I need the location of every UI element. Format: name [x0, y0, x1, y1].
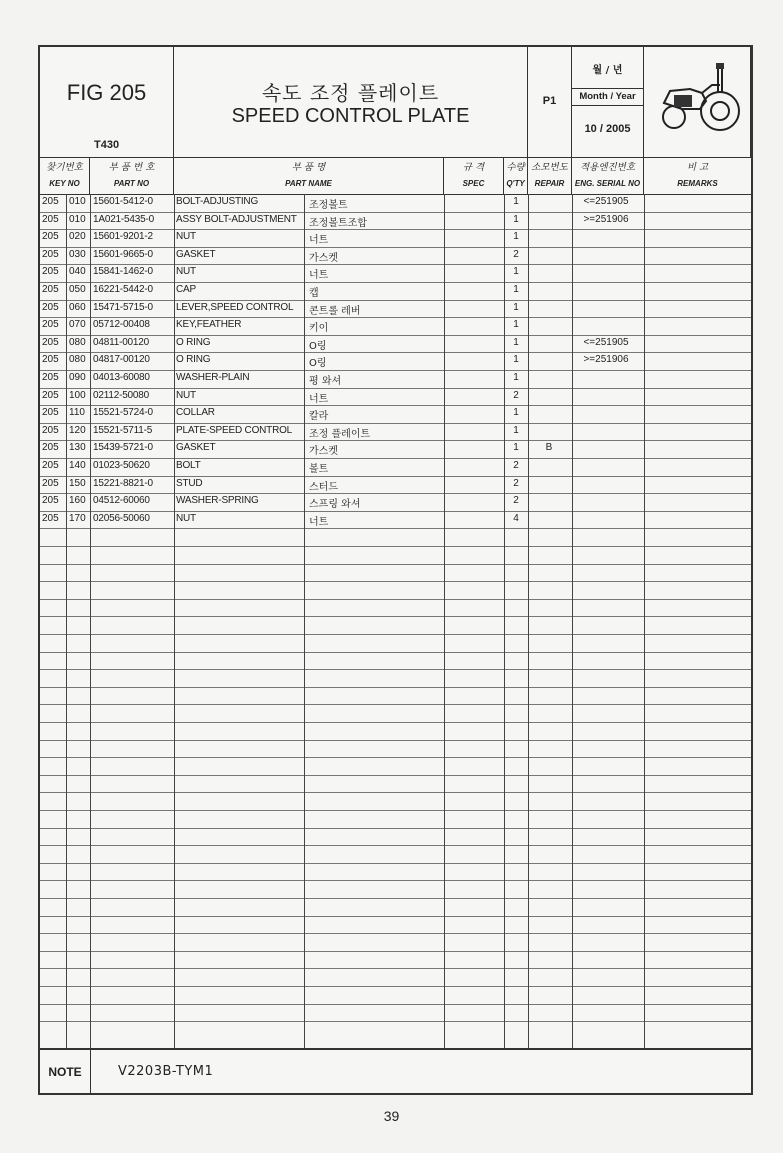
key-no-cell: 040 [69, 266, 86, 278]
fig-no-cell: 205 [42, 424, 59, 436]
part-no-cell: 15601-9201-2 [93, 231, 153, 243]
part-name-ko-cell: 콘트롤 레버 [309, 305, 361, 317]
month-year-english: Month / Year [572, 88, 643, 105]
page-cell [528, 47, 572, 157]
part-name-en-cell: WASHER-PLAIN [176, 372, 250, 383]
part-name-en-cell: GASKET [176, 442, 216, 454]
part-name-ko-cell: 스터드 [309, 481, 338, 493]
part-name-en-cell: WASHER-SPRING [176, 495, 259, 507]
qty-cell: 1 [513, 231, 519, 243]
qty-cell: 1 [513, 354, 519, 366]
fig-no-cell: 205 [42, 266, 59, 278]
part-name-en-cell: STUD [176, 477, 203, 489]
part-name-ko-cell: 너트 [309, 270, 329, 282]
table-row [40, 440, 751, 458]
part-no-cell: 1A021-5435-0 [93, 213, 154, 225]
note-label: NOTE [40, 1050, 91, 1095]
qty-cell: 1 [513, 424, 519, 436]
key-no-cell: 170 [69, 512, 86, 524]
fig-no-cell: 205 [42, 460, 59, 471]
part-name-ko-cell: 조정 플레이트 [309, 428, 371, 440]
key-no-cell: 130 [69, 442, 86, 454]
month-year-cell [572, 47, 644, 157]
qty-cell: 4 [513, 512, 519, 524]
qty-cell: 2 [513, 248, 519, 260]
key-no-cell: 020 [69, 231, 86, 243]
title-english: SPEED CONTROL PLATE [231, 105, 470, 127]
note-row [40, 1048, 751, 1095]
qty-cell: 1 [513, 319, 519, 331]
table-row [40, 370, 751, 388]
fig-no-cell: 205 [42, 213, 59, 225]
key-no-cell: 150 [69, 477, 86, 489]
key-no-cell: 010 [69, 213, 86, 225]
part-name-en-cell: BOLT [176, 460, 201, 471]
part-no-cell: 02112-50080 [93, 389, 150, 401]
table-row [40, 194, 751, 212]
table-row [40, 212, 751, 230]
table-row [40, 388, 751, 406]
table-row [40, 229, 751, 247]
key-no-cell: 120 [69, 424, 86, 436]
eng-serial-cell: <=251905 [583, 336, 629, 348]
part-name-ko-cell: 칼라 [309, 411, 329, 423]
issue-date: 10 / 2005 [572, 105, 643, 157]
part-no-cell: 04512-60060 [93, 495, 150, 507]
part-name-en-cell: BOLT-ADJUSTING [176, 196, 259, 207]
fig-no-cell: 205 [42, 301, 59, 313]
qty-cell: 2 [513, 477, 519, 489]
col-repair: 소모번도 REPAIR [528, 157, 572, 194]
part-name-en-cell: COLLAR [176, 407, 215, 419]
key-no-cell: 140 [69, 460, 86, 471]
tractor-icon [660, 59, 740, 139]
qty-cell: 1 [513, 301, 519, 313]
header-block [40, 47, 751, 158]
part-no-cell: 15841-1462-0 [93, 266, 153, 278]
qty-cell: 1 [513, 336, 519, 348]
key-no-cell: 100 [69, 389, 86, 401]
part-no-cell: 15439-5721-0 [93, 442, 153, 454]
fig-no-cell: 205 [42, 354, 59, 366]
part-no-cell: 16221-5442-0 [93, 284, 153, 295]
qty-cell: 1 [513, 284, 519, 295]
part-no-cell: 04013-60080 [93, 372, 150, 383]
part-no-cell: 15601-5412-0 [93, 196, 153, 207]
part-name-en-cell: O RING [176, 336, 211, 348]
part-name-ko-cell: 가스켓 [309, 446, 338, 458]
part-name-ko-cell: 키이 [309, 323, 329, 335]
table-row [40, 423, 751, 441]
table-row [40, 476, 751, 494]
fig-no-cell: 205 [42, 407, 59, 419]
qty-cell: 1 [513, 266, 519, 278]
repair-cell: B [545, 442, 553, 454]
part-name-en-cell: NUT [176, 266, 196, 278]
col-key-no: 찾기번호 KEY NO [40, 157, 90, 194]
col-eng-serial: 적용엔진번호 ENG. SERIAL NO [572, 157, 644, 194]
key-no-cell: 010 [69, 196, 86, 207]
key-no-cell: 060 [69, 301, 86, 313]
part-name-en-cell: NUT [176, 512, 196, 524]
col-part-name: 부 품 명 PART NAME [174, 157, 444, 194]
part-name-en-cell: O RING [176, 354, 211, 366]
part-no-cell: 04817-00120 [93, 354, 150, 366]
part-name-ko-cell: 캡 [309, 288, 319, 299]
part-name-en-cell: NUT [176, 389, 196, 401]
fig-cell [40, 47, 174, 157]
part-name-en-cell: CAP [176, 284, 196, 295]
table-row [40, 317, 751, 335]
parts-sheet [38, 45, 753, 1095]
column-header-row [40, 157, 751, 195]
fig-no-cell: 205 [42, 284, 59, 295]
qty-cell: 1 [513, 407, 519, 419]
fig-no-cell: 205 [42, 336, 59, 348]
table-row [40, 335, 751, 353]
part-name-en-cell: LEVER,SPEED CONTROL [176, 301, 294, 313]
table-row [40, 405, 751, 423]
qty-cell: 1 [513, 442, 519, 454]
key-no-cell: 160 [69, 495, 86, 507]
fig-no-cell: 205 [42, 319, 59, 331]
col-remarks: 비 고 REMARKS [677, 162, 718, 188]
qty-cell: 1 [513, 196, 519, 207]
month-year-korean: 월 / 년 [592, 65, 623, 76]
tractor-image-cell [644, 47, 751, 157]
part-no-cell: 15471-5715-0 [93, 301, 153, 313]
table-row [40, 352, 751, 370]
part-name-ko-cell: 조정볼트조합 [309, 217, 367, 229]
col-part-no: 부 품 번 호 PART NO [90, 157, 174, 194]
fig-no-cell: 205 [42, 231, 59, 243]
part-no-cell: 01023-50620 [93, 460, 150, 471]
page-label: P1 [542, 95, 557, 107]
part-no-cell: 04811-00120 [93, 336, 150, 348]
key-no-cell: 050 [69, 284, 86, 295]
part-name-ko-cell: 볼트 [309, 464, 329, 475]
table-row [40, 493, 751, 511]
part-no-cell: 05712-00408 [93, 319, 150, 331]
part-name-ko-cell: 너트 [309, 235, 329, 247]
part-no-cell: 15221-8821-0 [93, 477, 153, 489]
eng-serial-cell: <=251905 [583, 196, 629, 207]
key-no-cell: 090 [69, 372, 86, 383]
part-name-ko-cell: 평 와셔 [309, 376, 342, 387]
qty-cell: 1 [513, 213, 519, 225]
title-korean: 속도 조정 플레이트 [261, 81, 440, 105]
fig-no-cell: 205 [42, 512, 59, 524]
part-name-ko-cell: O링 [309, 340, 327, 352]
fig-no-cell: 205 [42, 372, 59, 383]
qty-cell: 2 [513, 460, 519, 471]
part-name-en-cell: GASKET [176, 248, 216, 260]
part-name-ko-cell: O링 [309, 358, 327, 370]
fig-no-cell: 205 [42, 477, 59, 489]
eng-serial-cell: >=251906 [583, 213, 629, 225]
part-name-en-cell: NUT [176, 231, 196, 243]
part-name-ko-cell: 너트 [309, 516, 329, 528]
table-row [40, 247, 751, 265]
key-no-cell: 080 [69, 336, 86, 348]
note-value: V2203B-TYM1 [118, 1064, 214, 1079]
table-row [40, 300, 751, 318]
col-spec: 규 격 SPEC [444, 157, 504, 194]
parts-table [40, 194, 751, 1048]
fig-no-cell: 205 [42, 389, 59, 401]
table-row [40, 282, 751, 300]
part-name-ko-cell: 스프링 와셔 [309, 499, 361, 511]
key-no-cell: 030 [69, 248, 86, 260]
part-name-ko-cell: 가스켓 [309, 252, 338, 264]
table-row [40, 511, 751, 529]
part-no-cell: 15521-5711-5 [93, 424, 153, 436]
col-qty: 수량 Q'TY [504, 157, 528, 194]
table-row [40, 458, 751, 476]
fig-no-cell: 205 [42, 196, 59, 207]
fig-no-cell: 205 [42, 248, 59, 260]
qty-cell: 1 [513, 372, 519, 383]
part-name-en-cell: ASSY BOLT-ADJUSTMENT [176, 213, 297, 225]
qty-cell: 2 [513, 495, 519, 507]
fig-no-cell: 205 [42, 495, 59, 507]
part-no-cell: 15601-9665-0 [93, 248, 153, 260]
page-number: 39 [383, 1108, 400, 1124]
part-name-en-cell: PLATE-SPEED CONTROL [176, 424, 293, 436]
key-no-cell: 070 [69, 319, 86, 331]
part-name-ko-cell: 너트 [309, 393, 329, 405]
part-name-ko-cell: 조정볼트 [309, 200, 348, 211]
eng-serial-cell: >=251906 [583, 354, 629, 366]
key-no-cell: 080 [69, 354, 86, 366]
part-no-cell: 02056-50060 [93, 512, 150, 524]
key-no-cell: 110 [69, 407, 85, 419]
fig-number: FIG 205 [66, 80, 147, 105]
qty-cell: 2 [513, 389, 519, 401]
title-cell [174, 47, 528, 157]
model-label: T430 [94, 139, 120, 151]
part-no-cell: 15521-5724-0 [93, 407, 153, 419]
part-name-en-cell: KEY,FEATHER [176, 319, 242, 331]
table-row [40, 264, 751, 282]
fig-no-cell: 205 [42, 442, 59, 454]
